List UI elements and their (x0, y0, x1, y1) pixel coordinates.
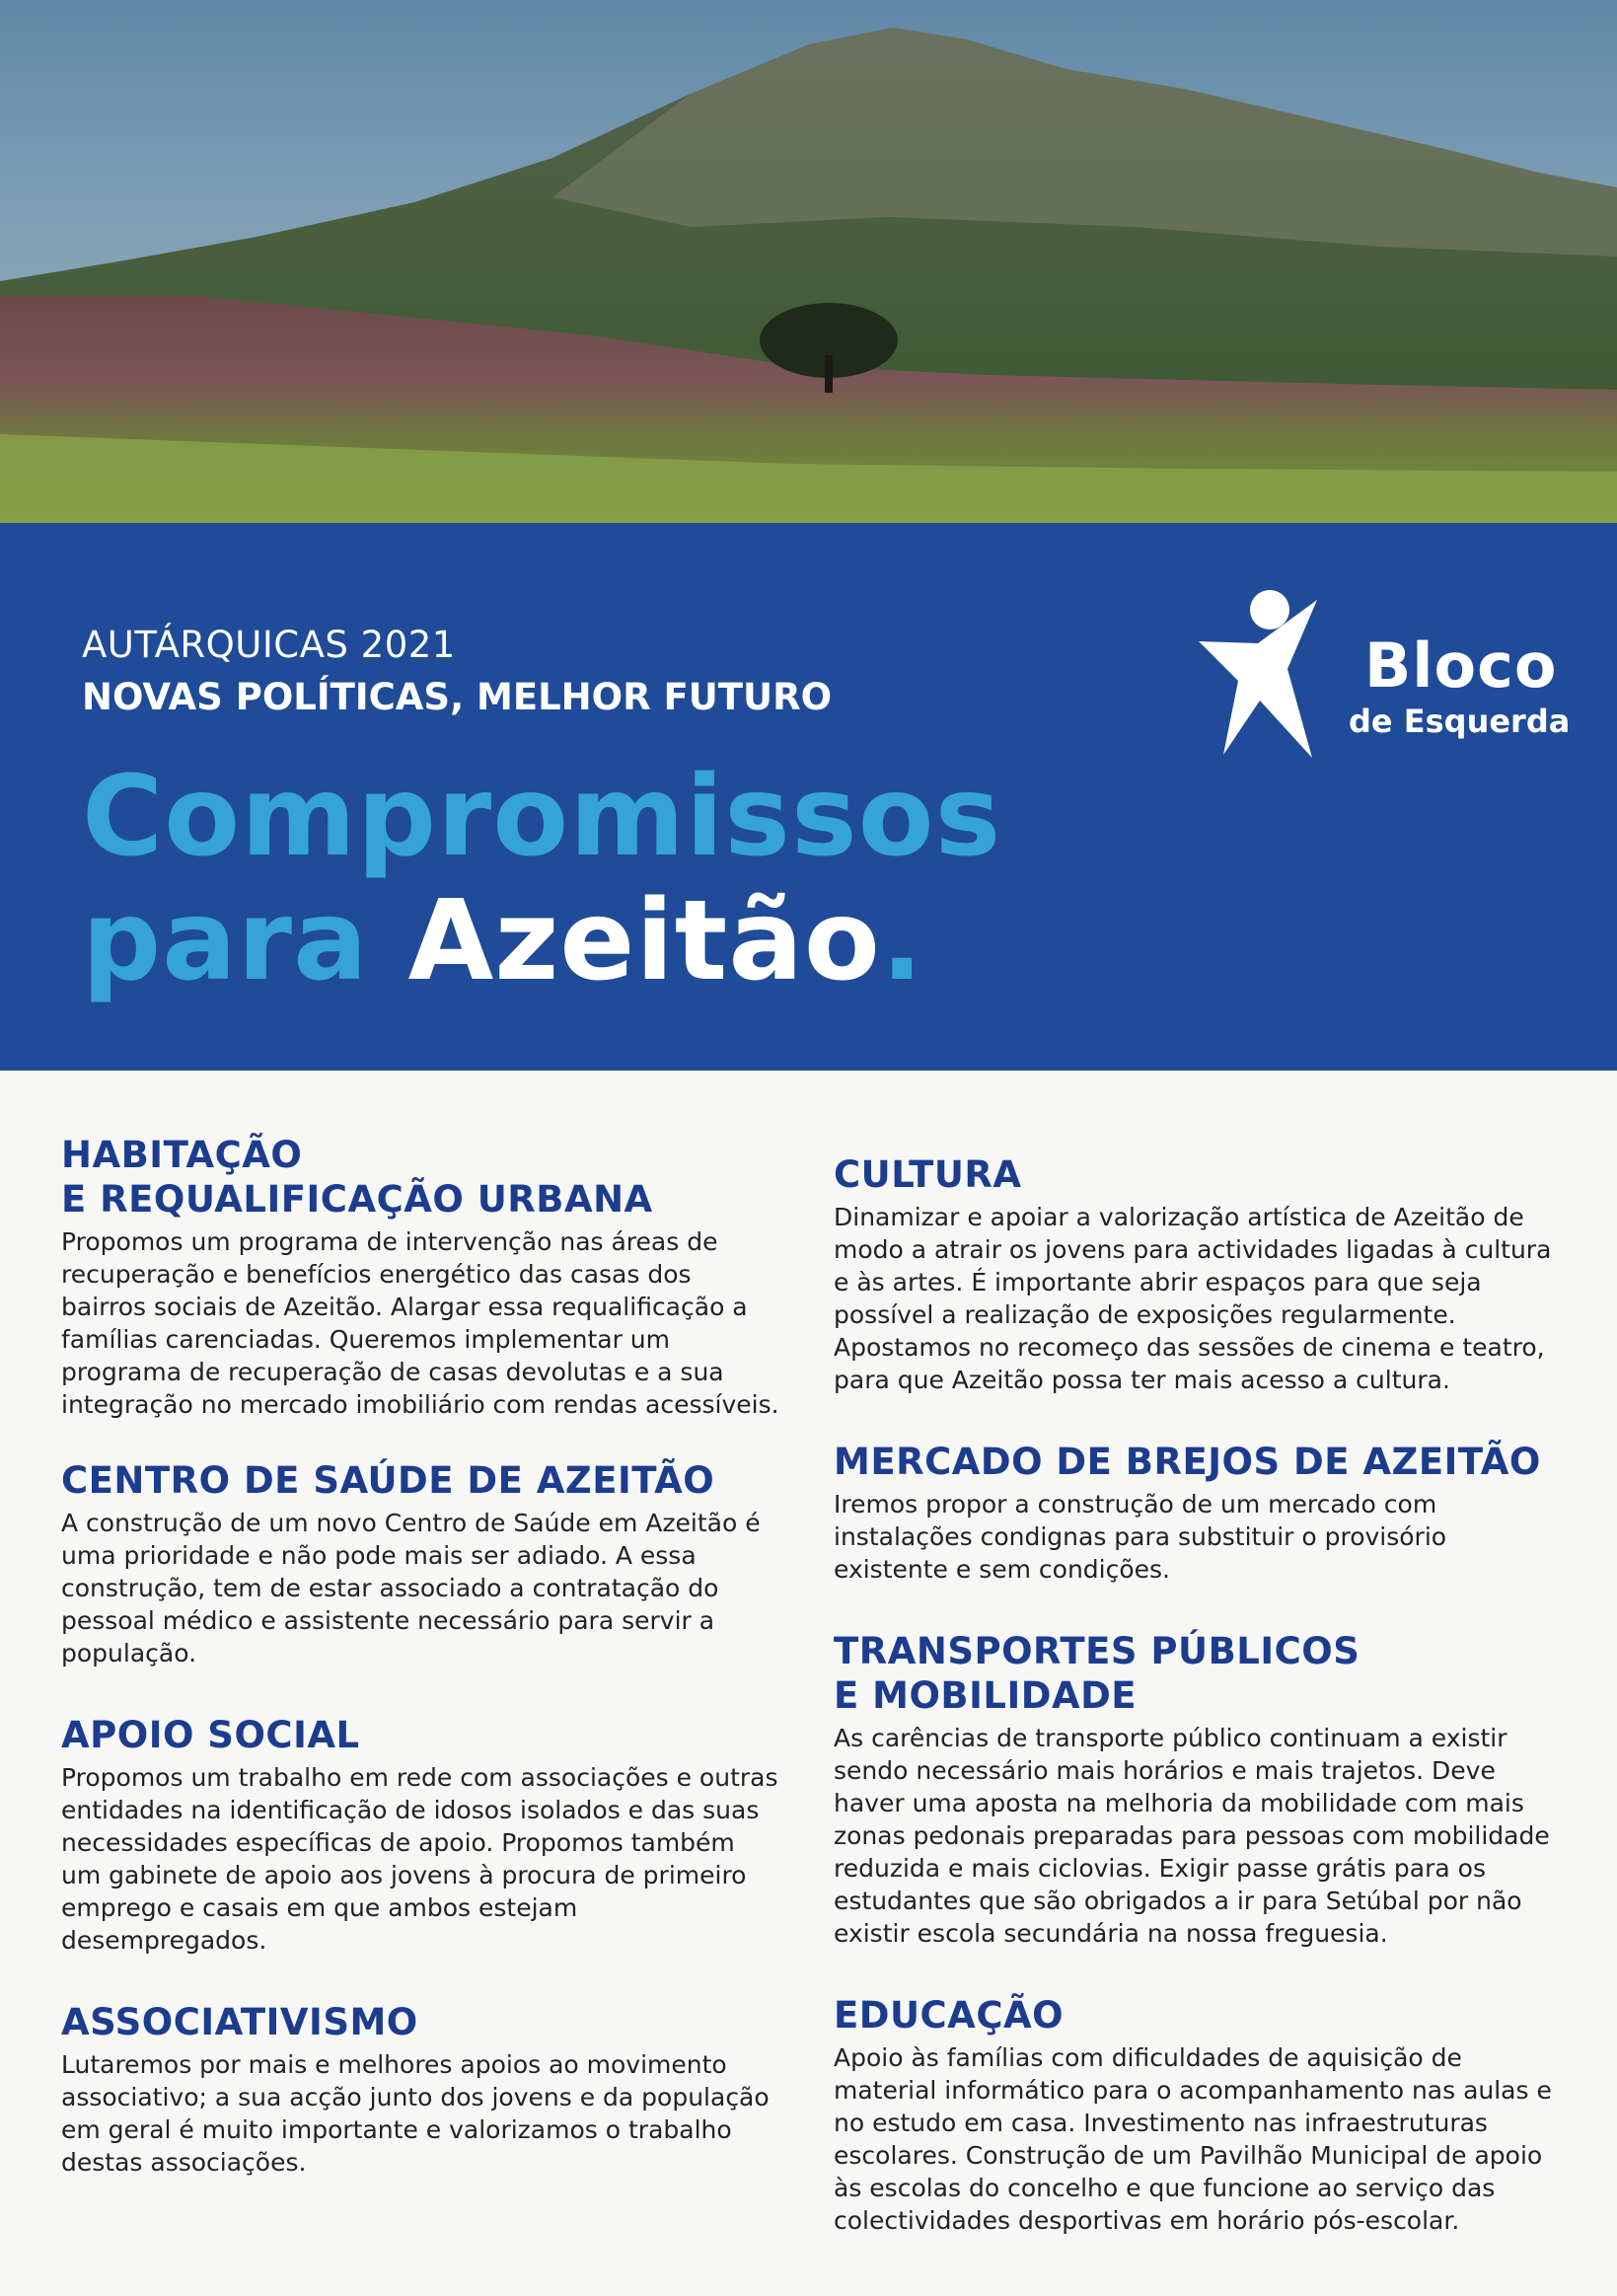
logo-subtitle: de Esquerda (1349, 703, 1571, 740)
section-heading (834, 1629, 1564, 1718)
right-column (834, 1152, 1564, 2280)
section-body: Lutaremos por mais e melhores apoios ao movimento associativo; a sua acção junto dos jovens e da população em geral é muito importante e valorizamos o trabalho destas associações. (61, 2050, 770, 2177)
mountain-landscape-image (0, 0, 1617, 538)
section-habitacao (61, 1133, 781, 1421)
section-heading: MERCADO DE BREJOS DE AZEITÃO (834, 1441, 1541, 1483)
section-educacao (834, 1993, 1564, 2237)
section-body: Iremos propor a construção de um mercado com instalações condignas para substituir o provisório existente e sem condições. (834, 1490, 1447, 1584)
hero-landscape-photo (0, 0, 1617, 538)
section-body: As carências de transporte público continuam a existir sendo necessário mais horários e mais trajetos. Deve haver uma aposta na melhoria da mobilidade com mais zonas pedonais preparadas para pessoas com mobilidade reduzida e mais ciclovias. Exigir passe grátis para os estudantes que são obrigados a ir para Setúbal por não existir escola secundária na nossa freguesia. (834, 1724, 1550, 1948)
section-heading (61, 1133, 781, 1222)
section-body: Propomos um programa de intervenção nas áreas de recuperação e benefícios energético das casas dos bairros sociais de Azeitão. Alargar essa requalificação a famílias carenciadas. Queremos implementar um programa de recuperação de casas devolutas e a sua integração no mercado imobiliário com rendas acessíveis. (61, 1227, 779, 1419)
section-body: Propomos um trabalho em rede com associações e outras entidades na identificação de idosos isolados e das suas necessidades específicas de apoio. Propomos também um gabinete de apoio aos jovens à procura de primeiro emprego e casais em que ambos estejam desempregados. (61, 1763, 778, 1955)
title-line-1: Compromissos (82, 753, 1002, 881)
page-title (82, 755, 1001, 1003)
title-line-2 (82, 879, 1001, 1003)
section-cultura (834, 1152, 1564, 1396)
heading-line: E REQUALIFICAÇÃO URBANA (61, 1178, 653, 1221)
title-word-azeitao: Azeitão (407, 877, 881, 1005)
section-body: Apoio às famílias com dificuldades de aquisição de material informático para o acompanhamento nas aulas e no estudo em casa. Investimento nas infraestruturas escolares. Construção de um Pavilhão Municipal de apoio às escolas do concelho e que funcione ao serviço das colectividades desportivas em horário pós-escolar. (834, 2043, 1552, 2235)
section-associativismo (61, 2000, 781, 2179)
section-heading: CENTRO DE SAÚDE DE AZEITÃO (61, 1459, 715, 1502)
section-body: A construção de um novo Centro de Saúde em Azeitão é uma prioridade e não pode mais ser adiado. A essa construção, tem de estar associado a contratação do pessoal médico e assistente necessário para servir a população. (61, 1509, 761, 1667)
campaign-tagline: NOVAS POLÍTICAS, MELHOR FUTURO (82, 676, 833, 718)
left-column (61, 1133, 781, 2222)
logo-name: Bloco (1364, 630, 1558, 702)
section-heading: ASSOCIATIVISMO (61, 2001, 418, 2043)
title-word-para: para (82, 877, 369, 1005)
section-heading: APOIO SOCIAL (61, 1714, 360, 1756)
heading-line: TRANSPORTES PÚBLICOS (834, 1630, 1360, 1672)
section-transportes (834, 1629, 1564, 1950)
section-heading: EDUCAÇÃO (834, 1994, 1065, 2037)
section-mercado (834, 1440, 1564, 1586)
section-centro-de-saude (61, 1458, 781, 1669)
heading-line: E MOBILIDADE (834, 1674, 1138, 1717)
title-dot: . (880, 877, 924, 1005)
election-label: AUTÁRQUICAS 2021 (82, 624, 456, 666)
heading-line: HABITAÇÃO (61, 1134, 303, 1176)
section-body: Dinamizar e apoiar a valorização artística de Azeitão de modo a atrair os jovens para actividades ligadas à cultura e às artes. É importante abrir espaços para que seja possível a realização de exposições regularmente. Apostamos no recomeço das sessões de cinema e teatro, para que Azeitão possa ter mais acesso a cultura. (834, 1203, 1552, 1394)
section-heading: CULTURA (834, 1153, 1022, 1196)
section-apoio-social (61, 1713, 781, 1957)
